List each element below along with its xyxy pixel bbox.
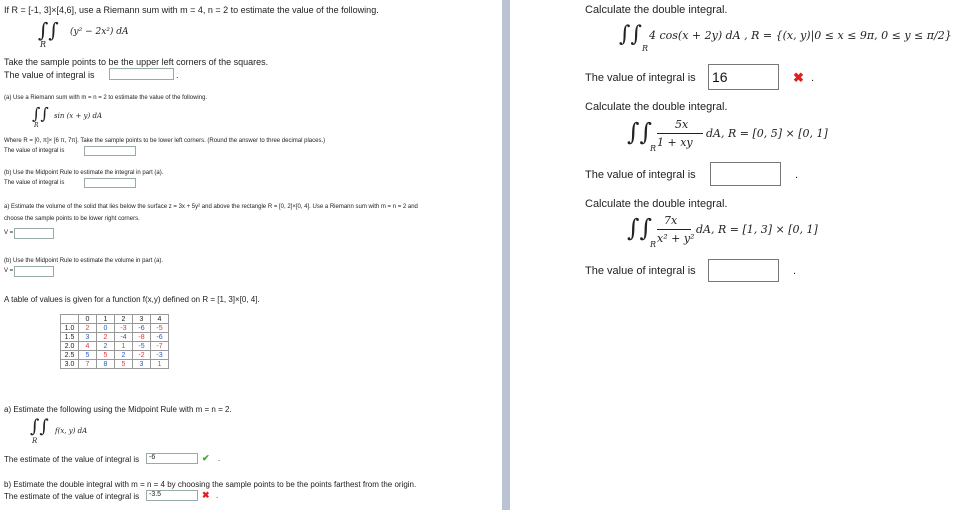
- table-cell: -5: [151, 324, 169, 333]
- q2b-value-label: The value of integral is: [4, 180, 65, 186]
- incorrect-x-icon: ✖: [202, 490, 210, 500]
- q4-intro: A table of values is given for a function f(x,y) defined on R = [1, 3]×[0, 4].: [4, 295, 260, 304]
- correct-check-icon: ✔: [202, 453, 210, 463]
- region-subscript: R: [40, 40, 47, 49]
- q1-integrand: (y² − 2x²) dA: [70, 27, 129, 37]
- table-row: [61, 351, 169, 360]
- q4a-answer-input[interactable]: -6: [146, 453, 198, 464]
- q4-integrand: f(x, y) dA: [55, 427, 88, 435]
- p2-answer-input[interactable]: [710, 162, 781, 186]
- region-subscript: R: [32, 437, 38, 445]
- table-cell: -5: [133, 342, 151, 351]
- q3b-v-label: V =: [4, 268, 14, 274]
- table-row-header: 1.0: [61, 324, 79, 333]
- table-cell: -4: [115, 333, 133, 342]
- double-integral-symbol: ∫∫: [38, 18, 59, 42]
- table-header-cell: 1: [97, 315, 115, 324]
- p2-numerator: 5x: [675, 118, 689, 131]
- period: .: [176, 70, 179, 80]
- q3b-answer-input[interactable]: [14, 266, 54, 277]
- table-row-header: 2.0: [61, 342, 79, 351]
- p1-answer-input[interactable]: 16: [708, 64, 779, 90]
- table-row: [61, 360, 169, 369]
- p2-denominator: 1 + xy: [657, 136, 693, 149]
- table-header-cell: [61, 315, 79, 324]
- q1-sample-instruction: Take the sample points to be the upper left corners of the squares.: [4, 57, 269, 67]
- q4b-prompt: b) Estimate the double integral with m = n = 4 by choosing the sample points to be the points farthest from the origin.: [4, 480, 417, 489]
- q3a-prompt: a) Estimate the volume of the solid that lies below the surface z = 3x + 5y² and above the rectangle R = [0, 2]×[0, 4]. Use a Riemann sum with m = n = 2 and: [4, 204, 418, 210]
- q4b-value-label: The estimate of the value of integral is: [4, 492, 140, 501]
- region-subscript: R: [650, 144, 657, 153]
- table-cell: 2: [115, 351, 133, 360]
- table-cell: 0: [97, 324, 115, 333]
- p2-title: Calculate the double integral.: [585, 101, 728, 113]
- region-subscript: R: [642, 44, 649, 53]
- p3-numerator: 7x: [664, 214, 678, 227]
- table-cell: -8: [133, 333, 151, 342]
- p3-value-label: The value of integral is: [585, 265, 696, 277]
- table-row-header: 2.5: [61, 351, 79, 360]
- q1-value-label: The value of integral is: [4, 70, 95, 80]
- q1-answer-input[interactable]: [109, 68, 174, 80]
- table-cell: -2: [133, 351, 151, 360]
- region-subscript: R: [650, 240, 657, 249]
- period: .: [218, 454, 221, 463]
- table-cell: 5: [79, 351, 97, 360]
- table-cell: -7: [151, 342, 169, 351]
- p3-title: Calculate the double integral.: [585, 198, 728, 210]
- table-cell: 2: [79, 324, 97, 333]
- right-panel: [512, 0, 953, 510]
- double-integral-symbol: ∫∫: [619, 22, 642, 47]
- table-cell: 2: [97, 342, 115, 351]
- table-row-header: 1.5: [61, 333, 79, 342]
- q2a-answer-input[interactable]: [84, 146, 136, 156]
- q2-where-line: Where R = [0, π]× [6 π, 7π]. Take the sample points to be lower left corners. (Round the answer to three decimal places.): [4, 138, 326, 144]
- q4a-value-label: The estimate of the value of integral is: [4, 455, 140, 464]
- q2-integrand: sin (x + y) dA: [54, 112, 103, 120]
- period: .: [811, 72, 815, 84]
- table-cell: 1: [151, 360, 169, 369]
- values-table: [60, 314, 169, 369]
- q3b-prompt: (b) Use the Midpoint Rule to estimate the volume in part (a).: [4, 258, 164, 264]
- table-cell: -3: [151, 351, 169, 360]
- table-cell: -6: [151, 333, 169, 342]
- table-cell: 8: [97, 360, 115, 369]
- double-integral-symbol: ∫∫: [30, 416, 49, 437]
- q3a-prompt-cont: choose the sample points to be lower right corners.: [4, 216, 140, 222]
- p3-tail: dA, R = [1, 3] × [0, 1]: [696, 223, 818, 236]
- p1-title: Calculate the double integral.: [585, 4, 728, 16]
- period: .: [795, 169, 799, 181]
- table-cell: 5: [97, 351, 115, 360]
- table-header-cell: 4: [151, 315, 169, 324]
- table-row: [61, 342, 169, 351]
- double-integral-symbol: ∫∫: [627, 118, 653, 146]
- q2b-prompt: (b) Use the Midpoint Rule to estimate the integral in part (a).: [4, 170, 164, 176]
- period: .: [216, 491, 219, 500]
- table-cell: 1: [115, 342, 133, 351]
- table-cell: 3: [79, 333, 97, 342]
- double-integral-symbol: ∫∫: [627, 214, 653, 242]
- table-cell: 5: [115, 360, 133, 369]
- fraction-bar: [657, 133, 703, 134]
- table-cell: 2: [97, 333, 115, 342]
- table-cell: 7: [79, 360, 97, 369]
- table-row-header: 3.0: [61, 360, 79, 369]
- q2b-answer-input[interactable]: [84, 178, 136, 188]
- q4b-answer-input[interactable]: -3.5: [146, 490, 198, 501]
- q2a-value-label: The value of integral is: [4, 148, 65, 154]
- fraction-bar: [657, 229, 691, 230]
- incorrect-x-icon: ✖: [793, 70, 804, 85]
- region-subscript: R: [34, 122, 39, 129]
- q4a-prompt: a) Estimate the following using the Midpoint Rule with m = n = 2.: [4, 405, 232, 414]
- panel-divider: [502, 0, 510, 510]
- p3-answer-input[interactable]: [708, 259, 779, 282]
- table-cell: -6: [133, 324, 151, 333]
- table-cell: -3: [115, 324, 133, 333]
- table-cell: 4: [79, 342, 97, 351]
- table-header-cell: 2: [115, 315, 133, 324]
- p1-value-label: The value of integral is: [585, 72, 696, 84]
- q3a-answer-input[interactable]: [14, 228, 54, 239]
- table-header-cell: 3: [133, 315, 151, 324]
- table-row: [61, 324, 169, 333]
- p1-expression: 4 cos(x + 2y) dA , R = {(x, y)|0 ≤ x ≤ 9π, 0 ≤ y ≤ π/2}: [649, 29, 952, 42]
- period: .: [793, 265, 797, 277]
- q2a-prompt: (a) Use a Riemann sum with m = n = 2 to estimate the value of the following.: [4, 95, 208, 101]
- table-header-cell: 0: [79, 315, 97, 324]
- q1-prompt: If R = [-1, 3]×[4,6], use a Riemann sum with m = 4, n = 2 to estimate the value of the following.: [4, 5, 379, 15]
- p2-tail: dA, R = [0, 5] × [0, 1]: [706, 127, 828, 140]
- table-cell: 3: [133, 360, 151, 369]
- table-row: [61, 333, 169, 342]
- p2-value-label: The value of integral is: [585, 169, 696, 181]
- double-integral-symbol: ∫∫: [32, 104, 49, 123]
- p3-denominator: x² + y²: [657, 232, 695, 245]
- table-header-row: [61, 315, 169, 324]
- q3a-v-label: V =: [4, 230, 14, 236]
